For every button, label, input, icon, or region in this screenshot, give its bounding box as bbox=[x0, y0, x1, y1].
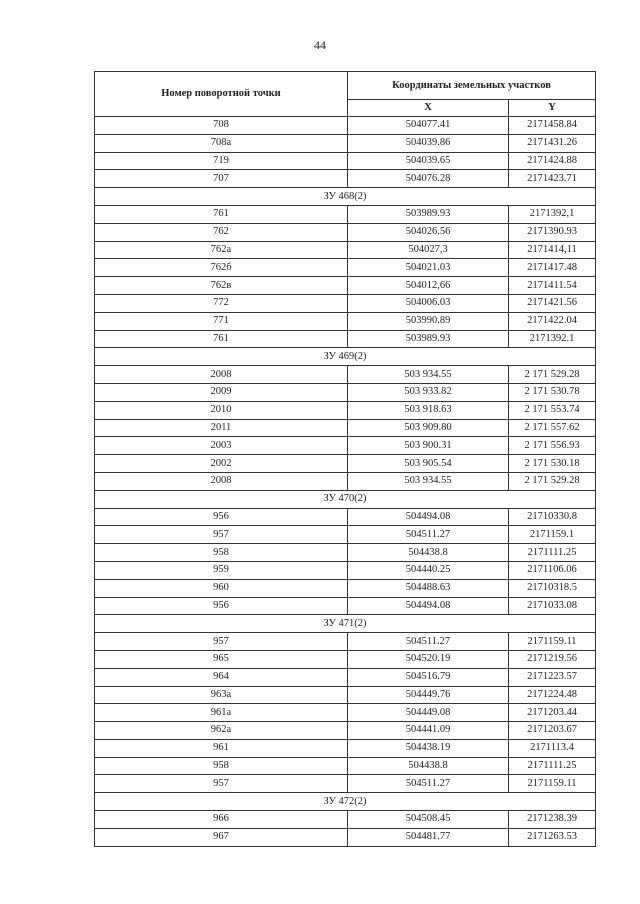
cell-y: 2171113.4 bbox=[509, 739, 596, 757]
cell-point: 961а bbox=[95, 704, 348, 722]
cell-x: 504494.08 bbox=[348, 597, 509, 615]
table-row bbox=[95, 241, 596, 259]
cell-x: 504012,66 bbox=[348, 277, 509, 295]
cell-y: 2171106.06 bbox=[509, 561, 596, 579]
cell-x: 503 918.63 bbox=[348, 401, 509, 419]
table-row bbox=[95, 508, 596, 526]
cell-y: 2171417.48 bbox=[509, 259, 596, 277]
cell-y: 2171159.1 bbox=[509, 526, 596, 544]
cell-x: 504039.86 bbox=[348, 134, 509, 152]
cell-y: 2171458.84 bbox=[509, 117, 596, 135]
cell-point: 2003 bbox=[95, 437, 348, 455]
cell-point: 957 bbox=[95, 526, 348, 544]
cell-point: 958 bbox=[95, 757, 348, 775]
cell-point: 958 bbox=[95, 544, 348, 562]
cell-y: 2171414,11 bbox=[509, 241, 596, 259]
cell-point: 708а bbox=[95, 134, 348, 152]
cell-point: 762 bbox=[95, 223, 348, 241]
cell-y: 2171411.54 bbox=[509, 277, 596, 295]
cell-point: 761 bbox=[95, 330, 348, 348]
cell-x: 504438.19 bbox=[348, 739, 509, 757]
cell-x: 504441.09 bbox=[348, 722, 509, 740]
cell-x: 504021.03 bbox=[348, 259, 509, 277]
cell-x: 504026.56 bbox=[348, 223, 509, 241]
cell-y: 2171033.08 bbox=[509, 597, 596, 615]
cell-point: 2009 bbox=[95, 383, 348, 401]
cell-x: 504494.08 bbox=[348, 508, 509, 526]
header-point-number: Номер поворотной точки bbox=[95, 72, 348, 117]
cell-y: 2171431.26 bbox=[509, 134, 596, 152]
cell-point: 772 bbox=[95, 294, 348, 312]
cell-point: 959 bbox=[95, 561, 348, 579]
cell-point: 762в bbox=[95, 277, 348, 295]
cell-x: 504516.79 bbox=[348, 668, 509, 686]
table-row bbox=[95, 170, 596, 188]
cell-y: 2171263.53 bbox=[509, 828, 596, 846]
cell-y: 2171421.56 bbox=[509, 294, 596, 312]
cell-x: 503 934.55 bbox=[348, 472, 509, 490]
cell-point: 2002 bbox=[95, 455, 348, 473]
cell-y: 2 171 557.62 bbox=[509, 419, 596, 437]
cell-y: 2 171 529.28 bbox=[509, 472, 596, 490]
cell-y: 2171238.39 bbox=[509, 811, 596, 829]
cell-point: 719 bbox=[95, 152, 348, 170]
cell-x: 504449.08 bbox=[348, 704, 509, 722]
table-row bbox=[95, 152, 596, 170]
cell-y: 2 171 556.93 bbox=[509, 437, 596, 455]
table-row bbox=[95, 668, 596, 686]
cell-y: 2171424.88 bbox=[509, 152, 596, 170]
cell-point: 957 bbox=[95, 775, 348, 793]
cell-x: 504006.03 bbox=[348, 294, 509, 312]
cell-y: 2171223.57 bbox=[509, 668, 596, 686]
table-row bbox=[95, 544, 596, 562]
cell-point: 962а bbox=[95, 722, 348, 740]
cell-y: 21710330.8 bbox=[509, 508, 596, 526]
table-body bbox=[95, 117, 596, 847]
cell-y: 2 171 530.78 bbox=[509, 383, 596, 401]
cell-point: 957 bbox=[95, 633, 348, 651]
table-row bbox=[95, 704, 596, 722]
table-row bbox=[95, 277, 596, 295]
coordinates-table bbox=[94, 71, 596, 847]
cell-point: 965 bbox=[95, 650, 348, 668]
cell-y: 2171203.44 bbox=[509, 704, 596, 722]
cell-x: 504449.76 bbox=[348, 686, 509, 704]
cell-x: 504440.25 bbox=[348, 561, 509, 579]
section-title: ЗУ 472(2) bbox=[95, 793, 596, 811]
section-title: ЗУ 471(2) bbox=[95, 615, 596, 633]
table-row bbox=[95, 312, 596, 330]
table-row bbox=[95, 223, 596, 241]
table-row bbox=[95, 383, 596, 401]
cell-y: 2171392.1 bbox=[509, 330, 596, 348]
section-title: ЗУ 468(2) bbox=[95, 188, 596, 206]
table-row bbox=[95, 134, 596, 152]
cell-x: 503 933.82 bbox=[348, 383, 509, 401]
table-row bbox=[95, 561, 596, 579]
cell-point: 967 bbox=[95, 828, 348, 846]
section-header-row bbox=[95, 348, 596, 366]
cell-point: 2010 bbox=[95, 401, 348, 419]
table-row bbox=[95, 472, 596, 490]
table-row bbox=[95, 259, 596, 277]
cell-point: 960 bbox=[95, 579, 348, 597]
cell-y: 2 171 530.18 bbox=[509, 455, 596, 473]
table-row bbox=[95, 722, 596, 740]
table-row bbox=[95, 633, 596, 651]
cell-y: 2171159.11 bbox=[509, 633, 596, 651]
section-title: ЗУ 469(2) bbox=[95, 348, 596, 366]
cell-x: 503 934.55 bbox=[348, 366, 509, 384]
table-row bbox=[95, 117, 596, 135]
table-row bbox=[95, 294, 596, 312]
cell-point: 707 bbox=[95, 170, 348, 188]
table-row bbox=[95, 775, 596, 793]
table-row bbox=[95, 597, 596, 615]
cell-x: 504076.28 bbox=[348, 170, 509, 188]
table-row bbox=[95, 437, 596, 455]
table-row bbox=[95, 330, 596, 348]
table-row bbox=[95, 455, 596, 473]
cell-x: 504481.77 bbox=[348, 828, 509, 846]
cell-x: 503 909.80 bbox=[348, 419, 509, 437]
cell-y: 2171422.04 bbox=[509, 312, 596, 330]
cell-x: 504520.19 bbox=[348, 650, 509, 668]
cell-y: 2171159.11 bbox=[509, 775, 596, 793]
cell-y: 2171111.25 bbox=[509, 757, 596, 775]
cell-x: 504077.41 bbox=[348, 117, 509, 135]
cell-y: 2171390.93 bbox=[509, 223, 596, 241]
cell-y: 2171203.67 bbox=[509, 722, 596, 740]
cell-x: 504511.27 bbox=[348, 526, 509, 544]
table-row bbox=[95, 419, 596, 437]
cell-x: 503 900.31 bbox=[348, 437, 509, 455]
cell-point: 956 bbox=[95, 597, 348, 615]
cell-y: 2171392,1 bbox=[509, 205, 596, 223]
cell-x: 504438.8 bbox=[348, 544, 509, 562]
header-x: X bbox=[348, 100, 509, 117]
cell-point: 2011 bbox=[95, 419, 348, 437]
cell-x: 504511.27 bbox=[348, 633, 509, 651]
cell-point: 762а bbox=[95, 241, 348, 259]
table-row bbox=[95, 366, 596, 384]
cell-point: 956 bbox=[95, 508, 348, 526]
section-title: ЗУ 470(2) bbox=[95, 490, 596, 508]
cell-y: 21710318.5 bbox=[509, 579, 596, 597]
cell-y: 2 171 553.74 bbox=[509, 401, 596, 419]
table-row bbox=[95, 686, 596, 704]
cell-point: 762б bbox=[95, 259, 348, 277]
cell-point: 966 bbox=[95, 811, 348, 829]
section-header-row bbox=[95, 188, 596, 206]
cell-x: 504508.45 bbox=[348, 811, 509, 829]
cell-point: 961 bbox=[95, 739, 348, 757]
table-row bbox=[95, 757, 596, 775]
table-row bbox=[95, 401, 596, 419]
cell-point: 964 bbox=[95, 668, 348, 686]
cell-point: 761 bbox=[95, 205, 348, 223]
cell-x: 503 905.54 bbox=[348, 455, 509, 473]
table-row bbox=[95, 739, 596, 757]
table-row bbox=[95, 811, 596, 829]
header-coordinates: Координаты земельных участков bbox=[348, 72, 596, 100]
cell-point: 771 bbox=[95, 312, 348, 330]
cell-point: 963а bbox=[95, 686, 348, 704]
cell-x: 504488.63 bbox=[348, 579, 509, 597]
cell-y: 2 171 529.28 bbox=[509, 366, 596, 384]
cell-x: 504511.27 bbox=[348, 775, 509, 793]
table-row bbox=[95, 579, 596, 597]
section-header-row bbox=[95, 615, 596, 633]
table-row bbox=[95, 205, 596, 223]
table-row bbox=[95, 526, 596, 544]
cell-x: 504039.65 bbox=[348, 152, 509, 170]
cell-x: 503989.93 bbox=[348, 205, 509, 223]
cell-x: 504438.8 bbox=[348, 757, 509, 775]
cell-x: 504027,3 bbox=[348, 241, 509, 259]
cell-point: 708 bbox=[95, 117, 348, 135]
cell-point: 2008 bbox=[95, 366, 348, 384]
section-header-row bbox=[95, 793, 596, 811]
page-number: 44 bbox=[314, 38, 326, 52]
cell-point: 2008 bbox=[95, 472, 348, 490]
cell-x: 503990.89 bbox=[348, 312, 509, 330]
cell-y: 2171224.48 bbox=[509, 686, 596, 704]
cell-y: 2171423.71 bbox=[509, 170, 596, 188]
cell-y: 2171111.25 bbox=[509, 544, 596, 562]
table-row bbox=[95, 828, 596, 846]
cell-x: 503989.93 bbox=[348, 330, 509, 348]
section-header-row bbox=[95, 490, 596, 508]
table-row bbox=[95, 650, 596, 668]
header-y: Y bbox=[509, 100, 596, 117]
cell-y: 2171219.56 bbox=[509, 650, 596, 668]
